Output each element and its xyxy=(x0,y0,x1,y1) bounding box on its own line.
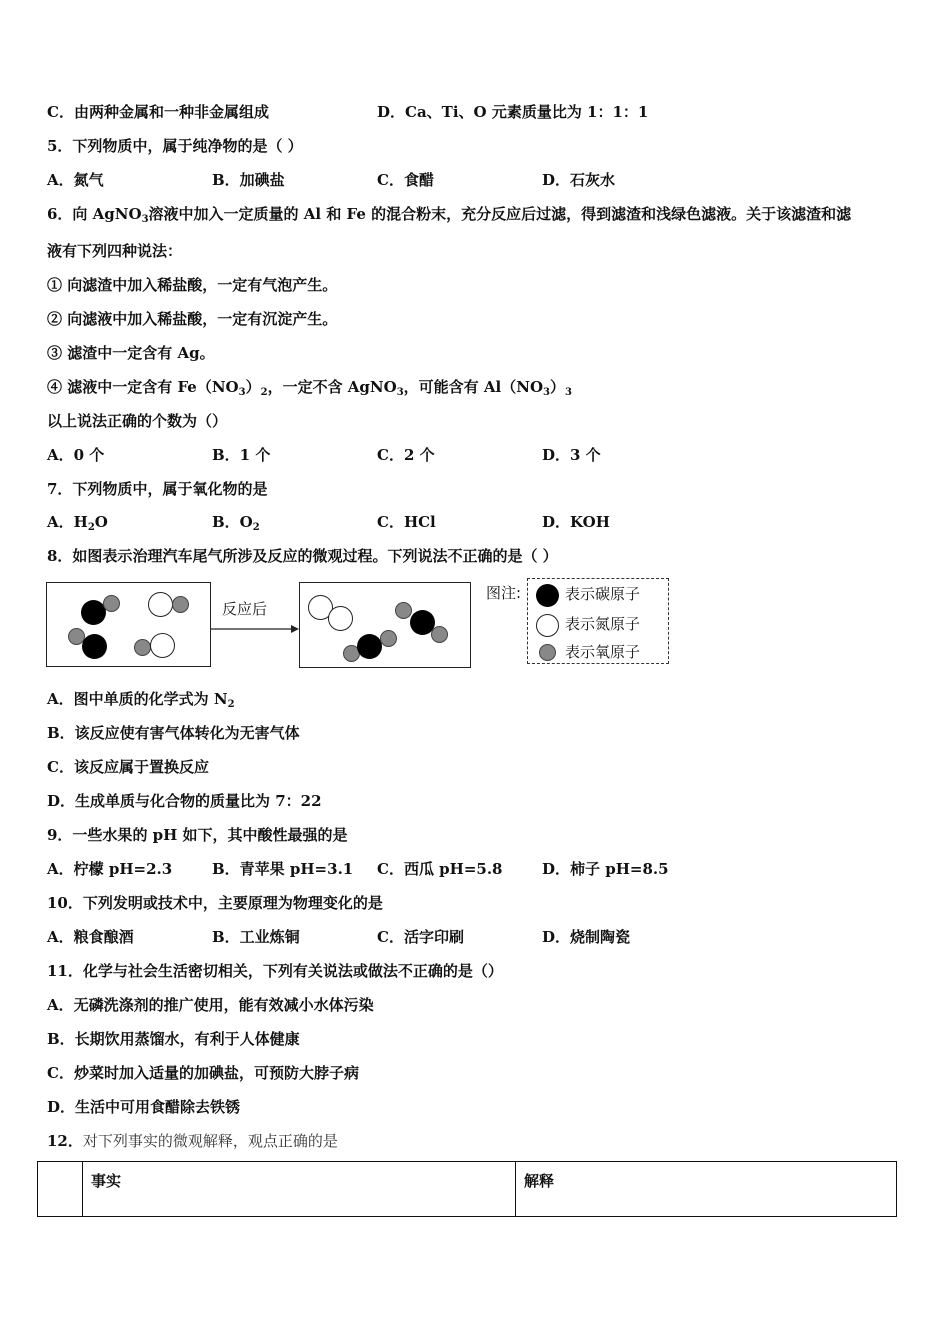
q8-option-b: B．该反应使有害气体转化为无害气体 xyxy=(47,724,300,742)
q11-option-a: A．无磷洗涤剂的推广使用，能有效减小水体污染 xyxy=(47,996,374,1014)
legend-oxygen-icon xyxy=(539,644,556,661)
legend-nitrogen-label: 表示氮原子 xyxy=(565,615,641,633)
q6-option-a: A．0 个 xyxy=(47,446,105,464)
q7-option-d: D．KOH xyxy=(542,513,610,531)
q9-option-c: C．西瓜 pH=5.8 xyxy=(377,860,503,878)
q4-option-d: D．Ca、Ti、O 元素质量比为 1：1：1 xyxy=(377,103,649,121)
q6-option-d: D．3 个 xyxy=(542,446,601,464)
legend-carbon-label: 表示碳原子 xyxy=(565,585,641,603)
q7-option-a xyxy=(47,510,108,540)
oxygen-atom xyxy=(380,630,397,647)
table-header-explain: 解释 xyxy=(516,1162,897,1217)
q8-stem: 8．如图表示治理汽车尾气所涉及反应的微观过程。下列说法不正确的是（ ） xyxy=(47,547,558,565)
q6-statement-3: ③ 滤渣中一定含有 Ag。 xyxy=(47,344,215,362)
q7-b-sub: 2 xyxy=(252,522,260,533)
q8-option-a xyxy=(47,687,235,711)
carbon-atom xyxy=(357,634,382,659)
q12-table xyxy=(37,1161,897,1217)
q9-option-d: D．柿子 pH=8.5 xyxy=(542,860,669,878)
q12-text: 对下列事实的微观解释，观点正确的是 xyxy=(82,1132,338,1150)
q6-statement-1: ① 向滤渣中加入稀盐酸，一定有气泡产生。 xyxy=(47,276,338,294)
oxygen-atom xyxy=(431,626,448,643)
q4-option-c: C．由两种金属和一种非金属组成 xyxy=(47,103,269,121)
q11-stem: 11．化学与社会生活密切相关，下列有关说法或做法不正确的是（） xyxy=(47,962,503,980)
q5-stem: 5．下列物质中，属于纯净物的是（ ） xyxy=(47,137,303,155)
q6-s4-sub2: 2 xyxy=(260,387,268,398)
arrow-label: 反应后 xyxy=(222,600,268,618)
oxygen-atom xyxy=(172,596,189,613)
q7-b-pre: B．O xyxy=(212,513,253,531)
q6-s4-part-c: ，一定不含 AgNO xyxy=(267,378,397,396)
q5-option-c: C．食醋 xyxy=(377,171,434,189)
legend-title: 图注: xyxy=(486,584,522,602)
q7-a-sub: 2 xyxy=(87,522,95,533)
q7-a-post: O xyxy=(94,513,108,531)
q7-stem: 7．下列物质中，属于氧化物的是 xyxy=(47,480,268,498)
q7-a-pre: A．H xyxy=(47,513,88,531)
nitrogen-atom xyxy=(150,633,175,658)
q6-stem-sub: 3 xyxy=(141,214,149,225)
nitrogen-atom xyxy=(148,592,173,617)
products-box xyxy=(299,582,471,668)
q10-option-d: D．烧制陶瓷 xyxy=(542,928,631,946)
q6-s4-part-d: ，可能含有 Al（NO xyxy=(403,378,544,396)
q6-s4-sub1: 3 xyxy=(238,387,246,398)
oxygen-atom xyxy=(134,639,151,656)
table-header-fact: 事实 xyxy=(83,1162,516,1217)
q12-number: 12． xyxy=(47,1132,83,1150)
q7-option-b xyxy=(212,510,260,540)
q8-option-d: D．生成单质与化合物的质量比为 7：22 xyxy=(47,792,322,810)
q10-option-b: B．工业炼铜 xyxy=(212,928,300,946)
q6-s4-part-b: ） xyxy=(245,378,261,396)
nitrogen-atom xyxy=(328,606,353,631)
carbon-atom xyxy=(82,634,107,659)
q6-s4-sub4: 3 xyxy=(543,387,550,398)
q8-a-sub: 2 xyxy=(227,699,235,710)
q6-s4-part-a: ④ 滤液中一定含有 Fe（NO xyxy=(47,378,239,396)
q10-option-c: C．活字印刷 xyxy=(377,928,464,946)
q6-s4-sub3: 3 xyxy=(396,387,404,398)
reactants-box xyxy=(46,582,211,667)
q6-option-b: B．1 个 xyxy=(212,446,271,464)
q6-stem-line1 xyxy=(47,202,851,226)
q5-option-b: B．加碘盐 xyxy=(212,171,285,189)
reaction-arrow xyxy=(211,624,299,634)
q9-stem: 9．一些水果的 pH 如下，其中酸性最强的是 xyxy=(47,826,348,844)
q8-a-pre: A．图中单质的化学式为 N xyxy=(47,690,228,708)
reaction-diagram xyxy=(46,578,676,670)
oxygen-atom xyxy=(103,595,120,612)
q6-stem-line2: 液有下列四种说法： xyxy=(47,242,183,260)
table-header-row xyxy=(38,1162,897,1217)
q12-stem xyxy=(47,1129,338,1153)
legend-nitrogen-icon xyxy=(536,614,559,637)
q6-stem-pre: 6．向 AgNO xyxy=(47,205,142,223)
q6-statement-4 xyxy=(47,375,572,399)
table-index-cell xyxy=(38,1162,83,1217)
q7-option-c: C．HCl xyxy=(377,513,436,531)
oxygen-atom xyxy=(395,602,412,619)
q5-option-a: A．氮气 xyxy=(47,171,104,189)
q9-option-b: B．青苹果 pH=3.1 xyxy=(212,860,354,878)
q10-option-a: A．粮食酿酒 xyxy=(47,928,134,946)
q8-option-c: C．该反应属于置换反应 xyxy=(47,758,209,776)
q6-option-c: C．2 个 xyxy=(377,446,435,464)
q11-option-b: B．长期饮用蒸馏水，有利于人体健康 xyxy=(47,1030,300,1048)
q6-s4-part-e: ） xyxy=(549,378,565,396)
legend-box xyxy=(527,578,669,664)
q6-ask: 以上说法正确的个数为（） xyxy=(47,412,228,430)
q11-option-d: D．生活中可用食醋除去铁锈 xyxy=(47,1098,241,1116)
q10-stem: 10．下列发明或技术中，主要原理为物理变化的是 xyxy=(47,894,383,912)
legend-carbon-icon xyxy=(536,584,559,607)
q6-stem-post: 溶液中加入一定质量的 Al 和 Fe 的混合粉末，充分反应后过滤，得到滤渣和浅绿色滤液。关于该滤渣和滤 xyxy=(148,205,852,223)
q6-statement-2: ② 向滤液中加入稀盐酸，一定有沉淀产生。 xyxy=(47,310,338,328)
q5-option-d: D．石灰水 xyxy=(542,171,616,189)
legend-oxygen-label: 表示氧原子 xyxy=(565,643,641,661)
q6-s4-sub5: 3 xyxy=(565,387,572,398)
q9-option-a: A．柠檬 pH=2.3 xyxy=(47,860,173,878)
q11-option-c: C．炒菜时加入适量的加碘盐，可预防大脖子病 xyxy=(47,1064,359,1082)
